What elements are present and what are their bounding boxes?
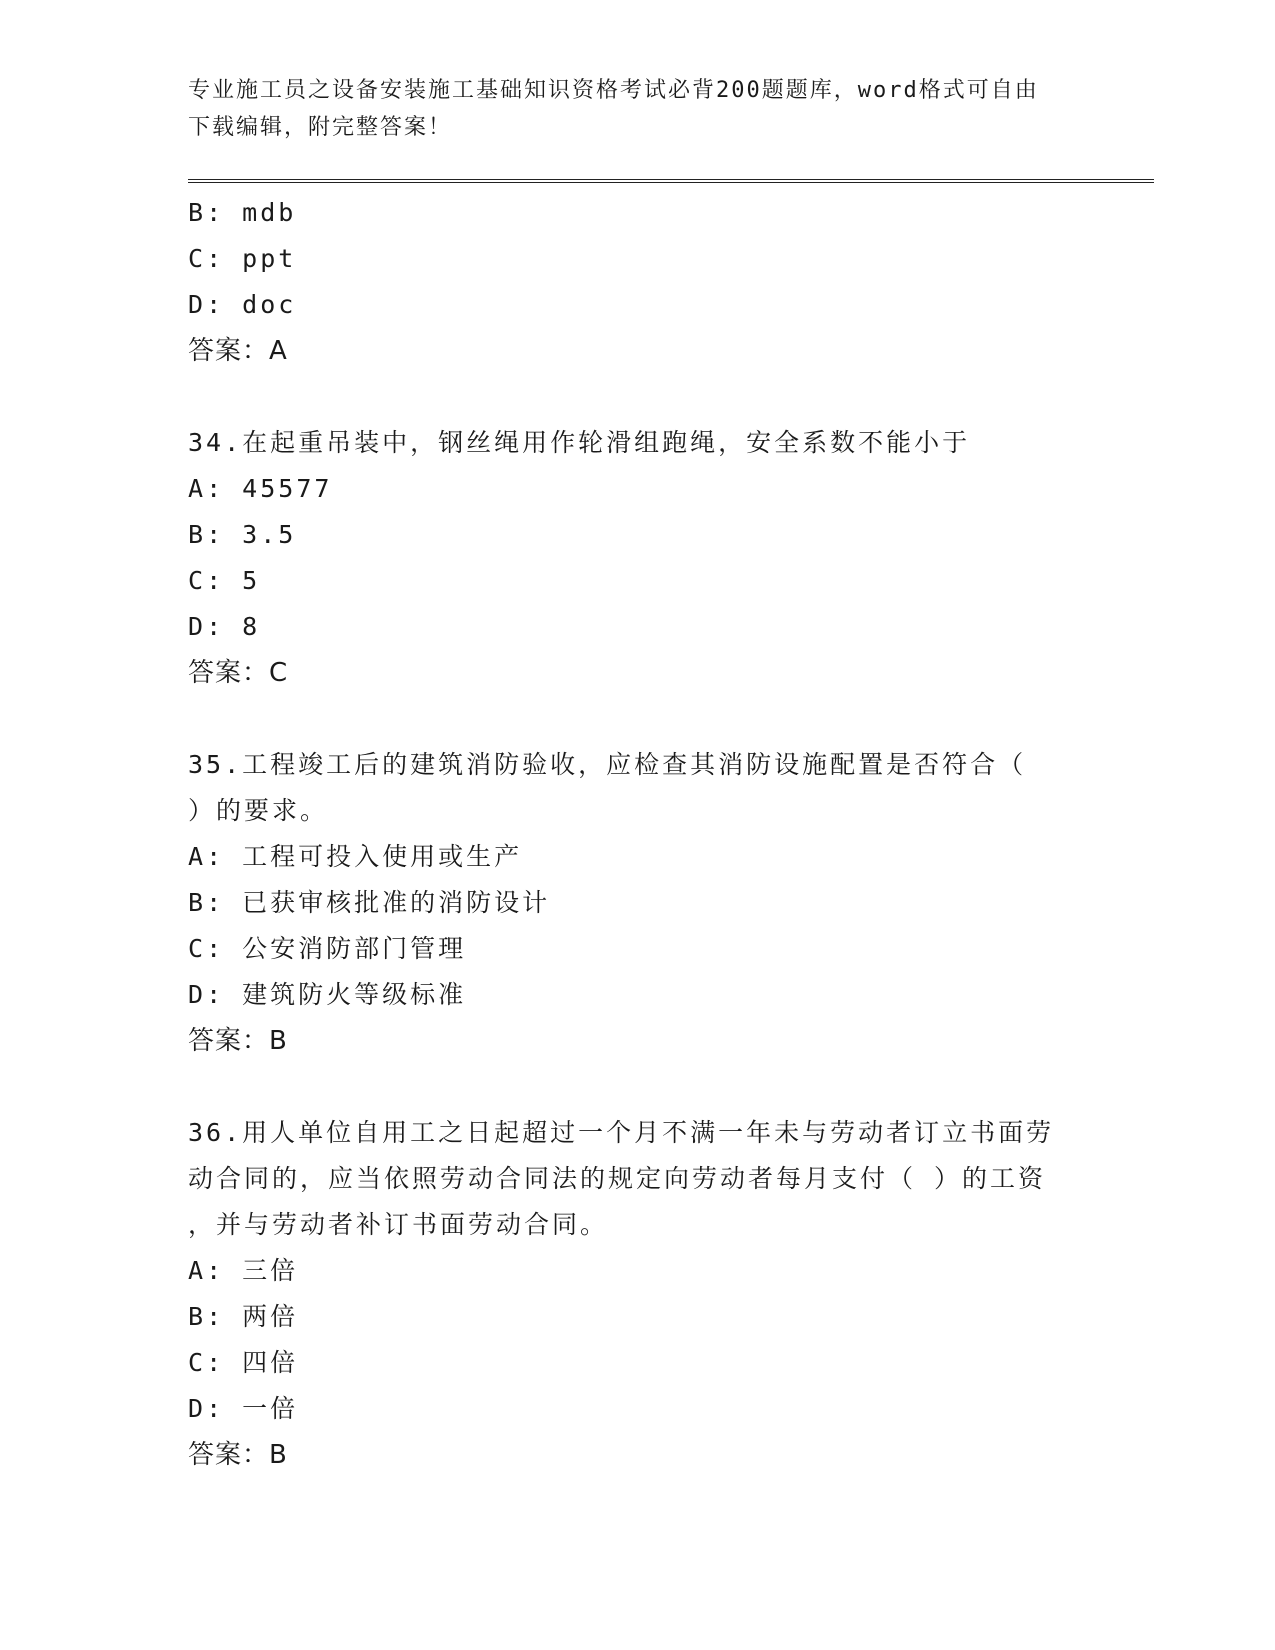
option-c: C: 5: [188, 566, 261, 595]
option-d: D: 一倍: [188, 1394, 299, 1423]
option-d: D: 建筑防火等级标准: [188, 980, 467, 1009]
option-b: B: mdb: [188, 198, 297, 227]
question-34: [188, 420, 1088, 696]
previous-question-tail: [188, 190, 1088, 374]
document-header: [188, 72, 1088, 146]
header-divider: [188, 179, 1154, 183]
question-list: [188, 190, 1088, 1478]
question-stem-line-2: 动合同的，应当依照劳动合同法的规定向劳动者每月支付（ ）的工资: [188, 1164, 1047, 1193]
answer-text: 答案：C: [188, 658, 289, 688]
option-b: B: 3.5: [188, 520, 297, 549]
header-line-1: 专业施工员之设备安装施工基础知识资格考试必背200题题库，word格式可自由: [188, 78, 1039, 103]
option-a: A: 三倍: [188, 1256, 299, 1285]
answer-text: 答案：B: [188, 1026, 288, 1056]
option-a: A: 45577: [188, 474, 333, 503]
option-d: D: doc: [188, 290, 297, 319]
answer-text: 答案：A: [188, 336, 288, 366]
question-stem-line-2: ）的要求。: [188, 796, 329, 825]
question-36: [188, 1110, 1088, 1478]
option-b: B: 已获审核批准的消防设计: [188, 888, 551, 917]
option-c: C: 四倍: [188, 1348, 299, 1377]
option-a: A: 工程可投入使用或生产: [188, 842, 523, 871]
question-stem-line-1: 36.用人单位自用工之日起超过一个月不满一年未与劳动者订立书面劳: [188, 1118, 1055, 1147]
option-b: B: 两倍: [188, 1302, 299, 1331]
question-stem-line-3: ，并与劳动者补订书面劳动合同。: [188, 1210, 609, 1239]
answer-text: 答案：B: [188, 1440, 288, 1470]
question-stem: 34.在起重吊装中，钢丝绳用作轮滑组跑绳，安全系数不能小于: [188, 428, 971, 457]
question-stem-line-1: 35.工程竣工后的建筑消防验收，应检查其消防设施配置是否符合（: [188, 750, 1027, 779]
question-35: [188, 742, 1088, 1064]
header-line-2: 下载编辑，附完整答案！: [188, 115, 453, 140]
option-c: C: 公安消防部门管理: [188, 934, 467, 963]
option-c: C: ppt: [188, 244, 297, 273]
option-d: D: 8: [188, 612, 261, 641]
